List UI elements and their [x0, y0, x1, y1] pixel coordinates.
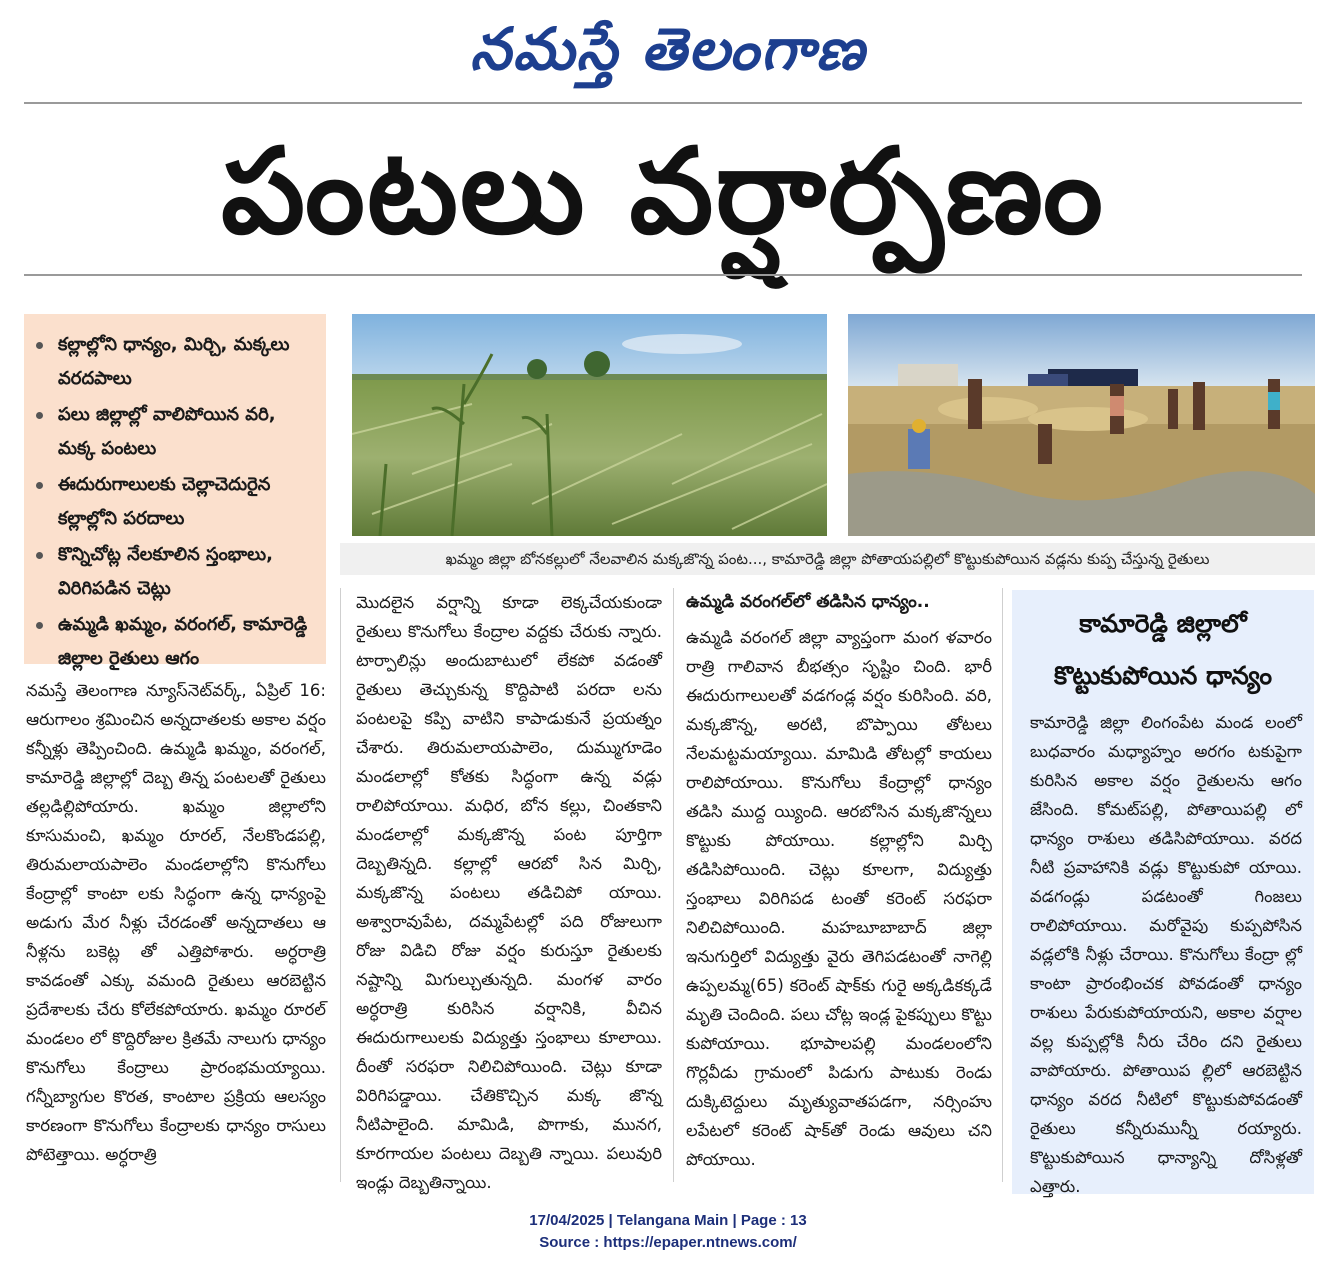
headline: పంటలు వర్షార్పణం: [221, 122, 1105, 260]
highlight-item: [58, 468, 316, 536]
highlight-text: పలు జిల్లాల్లో వాలిపోయిన వరి, మక్క పంటలు: [58, 404, 276, 459]
photo-farmers-grain: [848, 314, 1315, 536]
footer-date-line: 17/04/2025 | Telangana Main | Page : 13: [529, 1212, 807, 1229]
masthead-logo: నమస్తే తెలంగాణ: [470, 15, 866, 83]
article-column-3: [686, 588, 992, 1174]
footer: [0, 1210, 1336, 1254]
article-column-2: [356, 588, 662, 1197]
column-divider: [673, 588, 674, 1182]
highlight-text: ఉమ్మడి ఖమ్మం, వరంగల్, కామారెడ్డి జిల్లాల రైతులు ఆగం: [58, 614, 308, 669]
sidebar-story-title: కామారెడ్డి జిల్లాలో కొట్టుకుపోయిన ధాన్యం: [1053, 609, 1273, 690]
highlight-item: [58, 538, 316, 606]
highlight-item: [58, 328, 316, 396]
top-rule: [24, 102, 1302, 104]
photo-caption: ఖమ్మం జిల్లా బోనకల్లులో నేలవాలిన మక్కజొన్న పంట..., కామారెడ్డి జిల్లా పోతాయపల్లిలో కొట్టుకుపోయిన వడ్లను కుప్ప చేస్తున్న రైతులు: [340, 543, 1315, 575]
column-divider: [1002, 588, 1003, 1182]
article-column-1: [26, 676, 326, 1169]
article-text: మొదలైన వర్షాన్ని కూడా లెక్కచేయకుండా రైతులు కొనుగోలు కేంద్రాల వద్దకు చేరుకు న్నారు. టార్పాలిన్లు అందుబాటులో లేకపో వడంతో రైతులు తెచ్చుకున్న కొద్దిపాటి పరదా లను పంటలపై కప్పి వాటిని కాపాడుకునే ప్రయత్నం చేశారు. తిరుమలాయపాలెం, దుమ్ముగూడెం మండలాల్లో కోతకు సిద్ధంగా ఉన్న వడ్లు రాలిపోయాయి. మధిర, బోన కల్లు, చింతకాని మండలాల్లో మక్కజొన్న పంట పూర్తిగా దెబ్బతిన్నది. కల్లాల్లో ఆరబో సిన మిర్చి, మక్కజొన్న పంటలు తడిచిపో యాయి. అశ్వారావుపేట, దమ్మపేటల్లో పది రోజులుగా రోజు విడిచి రోజు వర్షం కురుస్తూ రైతులకు నష్టాన్ని మిగుల్చుతున్నది. మంగళ వారం అర్ధరాత్రి కురిసిన వర్షానికి, వీచిన ఈదురుగాలులకు విద్యుత్తు స్తంభాలు కూలాయి. దీంతో సరఫరా నిలిచిపోయింది. చెట్లు కూడా విరిగిపడ్డాయి. చేతికొచ్చిన మక్క జొన్న నీటిపాలైంది. మామిడి, పొగాకు, మునగ, కూరగాయల పంటలు దెబ్బతి న్నాయి. పలువురి ఇండ్లు దెబ్బతిన్నాయి.: [356, 593, 662, 1192]
bullet-icon: [36, 482, 43, 489]
highlight-text: ఈదురుగాలులకు చెల్లాచెదురైన కల్లాల్లోని పరదాలు: [58, 474, 271, 529]
bullet-icon: [36, 412, 43, 419]
bullet-icon: [36, 342, 43, 349]
article-text: నమస్తే తెలంగాణ న్యూస్‌నెట్‌వర్క్‌, ఏప్రిల్‌ 16: ఆరుగాలం శ్రమించిన అన్నదాతలకు అకాల వర్షం కన్నీళ్లు తెప్పించింది. ఉమ్మడి ఖమ్మం, వరంగల్‌, కామారెడ్డి జిల్లాల్లో దెబ్బ తిన్న పంటలతో రైతులు తల్లడిల్లిపోయారు. ఖమ్మం జిల్లాలోని కూసుమంచి, ఖమ్మం రూరల్‌, నేలకొండపల్లి, తిరుమలాయపాలెం మండలాల్లోని కొనుగోలు కేంద్రాల్లో కాంటా లకు సిద్ధంగా ఉన్న ధాన్యంపై అడుగు మేర నీళ్లు చేరడంతో అన్నదాతలు ఆ నీళ్లను బకెట్ల తో ఎత్తిపోశారు. అర్ధరాత్రి కావడంతో ఎక్కు వమంది రైతులు ఆరబెట్టిన ప్రదేశాలకు చేరు కోలేకపోయారు. ఖమ్మం రూరల్‌ మండలం లో కొద్దిరోజుల క్రితమే నాలుగు ధాన్యం కొనుగోలు కేంద్రాలు ప్రారంభమయ్యాయి. గన్నీబ్యాగుల కొరత, కాంటాల ప్రక్రియ ఆలస్యం కారణంగా కొనుగోలు కేంద్రాలకు ధాన్యం రాసులు పోటెత్తాయి. అర్ధరాత్రి: [26, 681, 326, 1164]
highlights-box: [24, 314, 326, 669]
bullet-icon: [36, 552, 43, 559]
highlight-item: [58, 398, 316, 466]
subheading: ఉమ్మడి వరంగల్‌లో తడిసిన ధాన్యం..: [686, 592, 930, 612]
sidebar-story-box: [1012, 590, 1314, 1194]
column-divider: [340, 588, 341, 1182]
footer-source-line[interactable]: Source : https://epaper.ntnews.com/: [539, 1234, 797, 1251]
highlight-text: కొన్నిచోట్ల నేలకూలిన స్తంభాలు, విరిగిపడిన చెట్లు: [58, 544, 273, 599]
article-text: ఉమ్మడి వరంగల్‌ జిల్లా వ్యాప్తంగా మంగ ళవారం రాత్రి గాలివాన బీభత్సం సృష్టిం చింది. భారీ ఈదురుగాలులతో వడగండ్ల వర్షం కురిసింది. వరి, మక్కజొన్న, అరటి, బొప్పాయి తోటలు నేలమట్టమయ్యాయి. మామిడి తోటల్లో కాయలు రాలిపోయాయి. కొనుగోలు కేంద్రాల్లో ధాన్యం తడిసి ముద్ద య్యింది. ఆరబోసిన మక్కజొన్నలు కొట్టుకు పోయాయి. కల్లాల్లోని మిర్చి తడిసిపోయింది. చెట్లు కూలగా, విద్యుత్తు స్తంభాలు విరిగిపడ టంతో కరెంట్‌ సరఫరా నిలిచిపోయింది. మహబూబాబాద్‌ జిల్లా ఇనుగుర్తిలో విద్యుత్తు వైరు తెగిపడటంతో నాగెల్లి ఉప్పలమ్మ(65) కరెంట్‌ షాక్‌కు గురై అక్కడికక్కడే మృతి చెందింది. పలు చోట్ల ఇండ్ల పైకప్పులు కొట్టు కుపోయాయి. భూపాలపల్లి మండలంలోని గొర్లవీడు గ్రామంలో పిడుగు పాటుకు రెండు దుక్కిటెద్దులు మృత్యువాతపడగా, నర్సింహు లపేటలో కరెంట్‌ షాక్‌తో రెండు ఆవులు చని పోయాయి.: [686, 628, 992, 1169]
highlight-text: కల్లాల్లోని ధాన్యం, మిర్చి, మక్కలు వరదపాలు: [58, 334, 290, 389]
photo-maize-field: [352, 314, 827, 536]
sidebar-story-text: కామారెడ్డి జిల్లా లింగంపేట మండ లంలో బుధవారం మధ్యాహ్నం అరగం టకుపైగా కురిసిన అకాల వర్షం రైతులను ఆగం జేసింది. కోమట్‌పల్లి, పోతాయిపల్లి లో ధాన్యం రాశులు తడిసిపోయాయి. వరద నీటి ప్రవాహానికి వడ్లు కొట్టుకుపో యాయి. వడగండ్లు పడటంతో గింజలు రాలిపోయాయి. మరోవైపు కుప్పపోసిన వడ్లలోకి నీళ్లు చేరాయి. కొనుగోలు కేంద్రా ల్లో కాంటా ప్రారంభించక పోవడంతో ధాన్యం రాశులు పేరుకుపోయాయని, అకాల వర్షాల వల్ల కుప్పల్లోకి నీరు చేరిం దని రైతులు వాపోయారు. పోతాయిప ల్లిలో ఆరబెట్టిన ధాన్యం వరద నీటిలో కొట్టుకుపోవడంతో రైతులు కన్నీరుమున్నీ రయ్యారు. కొట్టుకుపోయిన ధాన్యాన్ని దోసిళ్లతో ఎత్తారు.: [1030, 713, 1302, 1196]
headline-rule: [24, 274, 1302, 276]
bullet-icon: [36, 622, 43, 629]
highlight-item: [58, 608, 316, 676]
